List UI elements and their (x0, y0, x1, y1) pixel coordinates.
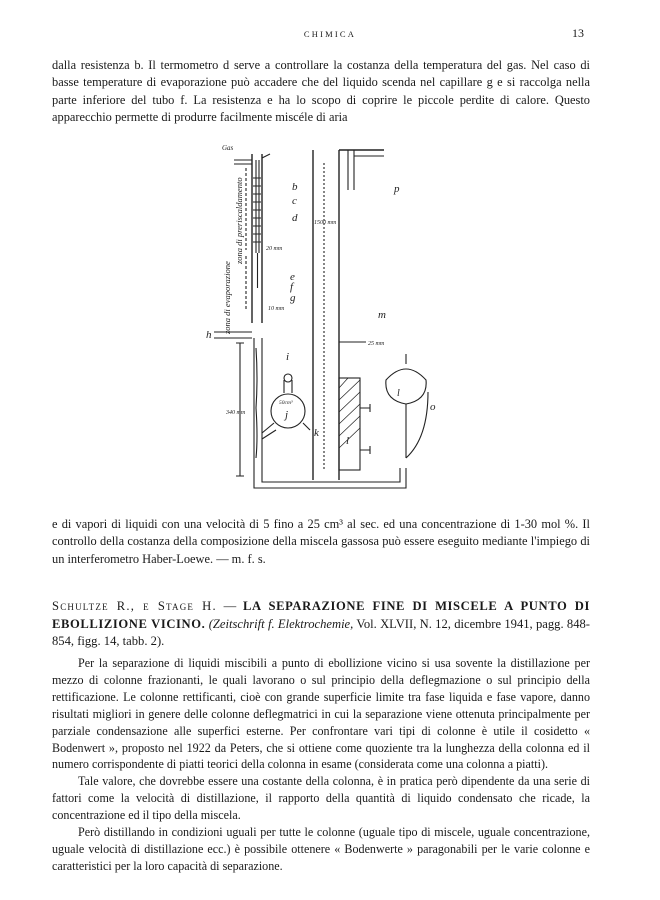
label-dim-10: 10 mm (268, 306, 285, 312)
article-authors: Schultze R., e Stage H. (52, 599, 217, 613)
label-dim-50cm: 50cm³ (279, 400, 293, 406)
page-number: 13 (572, 26, 584, 40)
article-details: Vol. XLVII, N. 12, dicembre 1941, pagg. 848-854, figg. 14, tabb. 2). (52, 616, 590, 649)
label-dim-20: 20 mm (266, 246, 283, 252)
article-dash: — (216, 599, 244, 613)
label-zone-evap: zona di evaporazione (222, 261, 232, 334)
body-paragraph-2: Tale valore, che dovrebbe essere una costante della colonna, è in pratica però dipendente da una serie di fattori come la velocità di distillazione, il rapporto della quantità di liquido condensato che ricade, la concentrazione ed il tipo della miscela. (52, 774, 590, 823)
label-d: d (292, 212, 298, 224)
running-title: CHIMICA (303, 29, 357, 39)
label-e: e (290, 271, 295, 283)
label-h: h (206, 329, 212, 341)
label-o: o (430, 401, 436, 413)
label-l-funnel: l (397, 388, 400, 399)
label-dim-1500: 1500 mm (314, 220, 337, 226)
label-i: i (286, 351, 290, 363)
article-body (52, 655, 590, 875)
running-header (0, 26, 660, 42)
label-c: c (292, 195, 297, 207)
article-citation (52, 598, 590, 651)
label-gas: Gas (222, 144, 234, 152)
body-paragraph-1: Per la separazione di liquidi miscibili a punto di ebollizione vicino si usa sovente la distillazione per mezzo di colonne frazionanti, le quali lavorano o sul principio della deflegmazione o sul principio della rettificazione. Le colonne rettificanti, cioè con grande superficie limite tra fase liquida e fase vapore, danno risultati migliori in genere delle colonne deflegmatrici in cui la separazione viene ottenuta principalmente per parziale condensazione alle superfici esterne. Per confrontare vari tipi di colonne è utile il cosidetto « Bodenwert », proposto nel 1922 da Peters, che si ottiene come quoziente tra la lunghezza della colonna ed il numero corrispondente di piatti teorici della colonna in esame (considerata come una colonna a piatti). (52, 656, 590, 772)
label-m: m (378, 309, 386, 321)
intro-paragraph: dalla resistenza b. Il termometro d serve a controllare la costanza della temperatura del gas. Nel caso di basse temperature di evaporazione può accadere che del liquido scenda nel capillare g e si raccolga nella parte inferiore del tubo f. La resistenza e ha lo scopo di coprire le piccole perdite di calore. Questo apparecchio permette di produrre facilmente miscéle di aria (52, 58, 590, 124)
label-f: f (290, 281, 294, 293)
article-title: LA SEPARAZIONE FINE DI MISCELE A PUNTO DI EBOLLIZIONE VICINO. (52, 599, 590, 631)
apparatus-figure (196, 138, 456, 510)
label-zone-preheat: zona di preriscaldamento (234, 177, 244, 264)
label-l: l (346, 435, 350, 447)
label-dim-25: 25 mm (368, 341, 385, 347)
label-b: b (292, 181, 298, 193)
body-paragraph-3: Però distillando in condizioni uguali per tutte le colonne (uguale tipo di miscele, uguale concentrazione, uguale velocità di distillazione ecc.) è possibile ottenere « Bodenwerte » paragonabili per le varie colonne e caratteristici per la loro capacità di separazione. (52, 825, 590, 873)
label-j: j (285, 409, 289, 421)
label-p: p (394, 183, 400, 195)
article-journal: (Zeitschrift f. Elektrochemie, (208, 616, 354, 631)
after-figure-paragraph: e di vapori di liquidi con una velocità di 5 fino a 25 cm³ al sec. ed una concentrazione di 1-30 mol %. Il controllo della costanza della composizione della miscela gassosa può essere eseguito mediante l'impiego di un interferometro Haber-Loewe. — m. f. s. (52, 517, 590, 566)
label-dim-340: 340 mm (226, 410, 246, 416)
label-g: g (290, 292, 296, 304)
label-k: k (314, 427, 319, 439)
